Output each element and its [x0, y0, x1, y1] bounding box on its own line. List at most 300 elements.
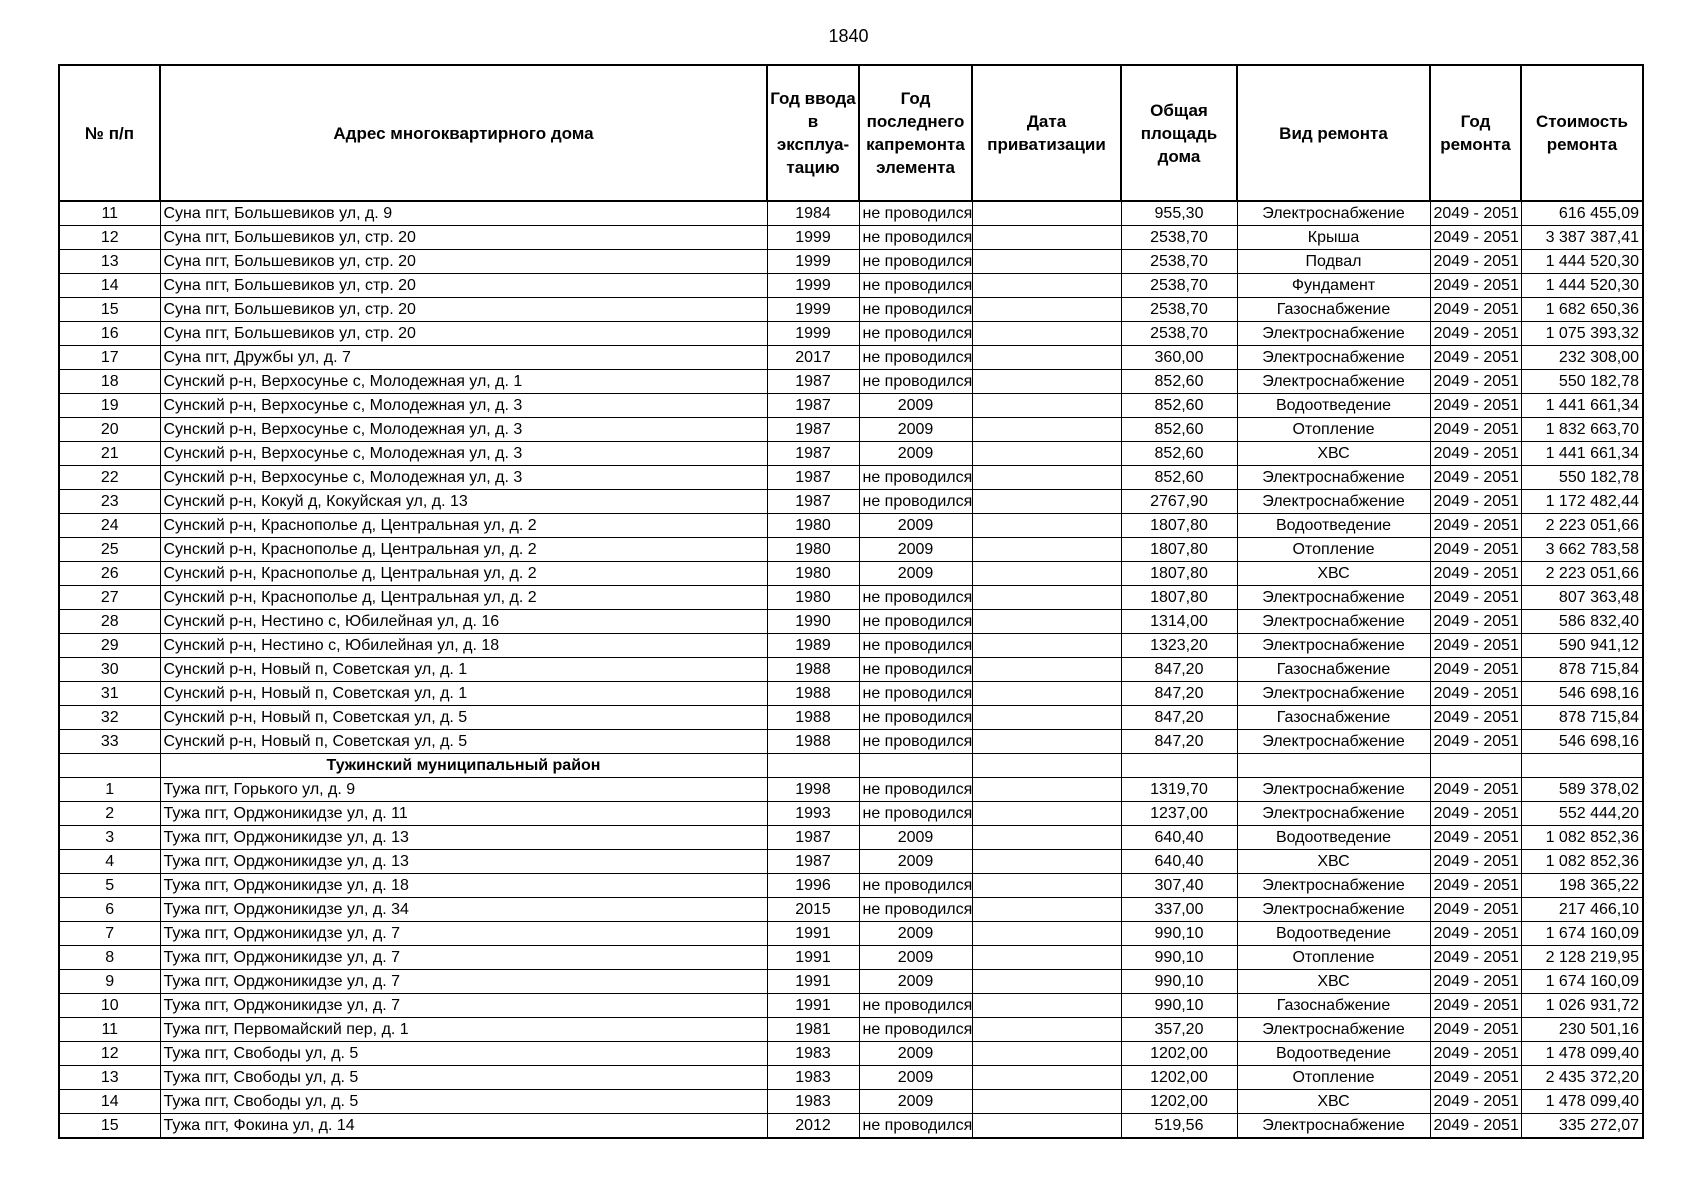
cell-privatization — [972, 706, 1121, 730]
cell-repair-type: Водоотведение — [1237, 1042, 1430, 1066]
cell-year-built: 1991 — [767, 946, 859, 970]
cell-privatization — [972, 442, 1121, 466]
cell-last-repair: не проводился — [859, 898, 972, 922]
cell-repair-year: 2049 - 2051 — [1430, 1066, 1521, 1090]
cell-area: 1202,00 — [1121, 1042, 1237, 1066]
cell-privatization — [972, 994, 1121, 1018]
cell-number: 12 — [59, 226, 160, 250]
cell-cost: 230 501,16 — [1521, 1018, 1643, 1042]
table-row — [59, 706, 1643, 730]
cell-address: Сунский р-н, Верхосунье с, Молодежная ул, д. 3 — [160, 394, 767, 418]
cell-address: Тужа пгт, Орджоникидзе ул, д. 13 — [160, 826, 767, 850]
cell-area: 2538,70 — [1121, 298, 1237, 322]
cell-number: 26 — [59, 562, 160, 586]
cell-repair-type: Электроснабжение — [1237, 201, 1430, 226]
cell-repair-year: 2049 - 2051 — [1430, 778, 1521, 802]
cell-repair-year: 2049 - 2051 — [1430, 562, 1521, 586]
cell-repair-type: ХВС — [1237, 442, 1430, 466]
cell-number: 33 — [59, 730, 160, 754]
cell-number: 2 — [59, 802, 160, 826]
cell-repair-year: 2049 - 2051 — [1430, 394, 1521, 418]
table-row — [59, 658, 1643, 682]
cell-number — [59, 754, 160, 778]
cell-repair-type: ХВС — [1237, 970, 1430, 994]
cell-year-built: 1983 — [767, 1090, 859, 1114]
cell-repair-type: Фундамент — [1237, 274, 1430, 298]
cell-repair-type: Водоотведение — [1237, 826, 1430, 850]
cell-repair-type: Подвал — [1237, 250, 1430, 274]
table-row — [59, 826, 1643, 850]
cell-number: 4 — [59, 850, 160, 874]
cell-area: 1807,80 — [1121, 538, 1237, 562]
cell-number: 6 — [59, 898, 160, 922]
cell-last-repair: 2009 — [859, 394, 972, 418]
cell-year-built: 1987 — [767, 850, 859, 874]
cell-last-repair: не проводился — [859, 610, 972, 634]
cell-repair-year: 2049 - 2051 — [1430, 226, 1521, 250]
cell-address: Тужа пгт, Орджоникидзе ул, д. 7 — [160, 994, 767, 1018]
cell-year-built: 1987 — [767, 370, 859, 394]
cell-address: Сунский р-н, Верхосунье с, Молодежная ул, д. 3 — [160, 466, 767, 490]
cell-year-built: 1999 — [767, 226, 859, 250]
cell-privatization — [972, 538, 1121, 562]
repair-register-table — [58, 64, 1644, 1139]
cell-cost: 1 441 661,34 — [1521, 442, 1643, 466]
cell-address: Сунский р-н, Краснополье д, Центральная ул, д. 2 — [160, 514, 767, 538]
cell-repair-year: 2049 - 2051 — [1430, 586, 1521, 610]
cell-number: 10 — [59, 994, 160, 1018]
cell-last-repair: 2009 — [859, 850, 972, 874]
table-row — [59, 610, 1643, 634]
cell-repair-type: Электроснабжение — [1237, 898, 1430, 922]
cell-number: 17 — [59, 346, 160, 370]
cell-last-repair: не проводился — [859, 250, 972, 274]
cell-cost: 1 082 852,36 — [1521, 850, 1643, 874]
cell-repair-year: 2049 - 2051 — [1430, 466, 1521, 490]
cell-last-repair: 2009 — [859, 970, 972, 994]
cell-repair-type: Отопление — [1237, 1066, 1430, 1090]
table-row — [59, 850, 1643, 874]
cell-cost: 590 941,12 — [1521, 634, 1643, 658]
cell-address: Тужа пгт, Фокина ул, д. 14 — [160, 1114, 767, 1139]
cell-address: Тужа пгт, Орджоникидзе ул, д. 13 — [160, 850, 767, 874]
cell-last-repair: не проводился — [859, 778, 972, 802]
cell-last-repair: 2009 — [859, 946, 972, 970]
cell-address: Тужа пгт, Орджоникидзе ул, д. 7 — [160, 970, 767, 994]
cell-repair-year: 2049 - 2051 — [1430, 322, 1521, 346]
cell-repair-year: 2049 - 2051 — [1430, 898, 1521, 922]
cell-cost: 2 435 372,20 — [1521, 1066, 1643, 1090]
table-row — [59, 1018, 1643, 1042]
cell-address: Тужа пгт, Орджоникидзе ул, д. 18 — [160, 874, 767, 898]
cell-cost: 616 455,09 — [1521, 201, 1643, 226]
cell-repair-type: Электроснабжение — [1237, 370, 1430, 394]
cell-number: 16 — [59, 322, 160, 346]
cell-area: 2538,70 — [1121, 274, 1237, 298]
cell-area: 1237,00 — [1121, 802, 1237, 826]
cell-privatization — [972, 682, 1121, 706]
cell-number: 18 — [59, 370, 160, 394]
cell-address: Тужа пгт, Орджоникидзе ул, д. 7 — [160, 922, 767, 946]
table-row — [59, 226, 1643, 250]
cell-repair-year: 2049 - 2051 — [1430, 1114, 1521, 1139]
cell-area: 519,56 — [1121, 1114, 1237, 1139]
cell-last-repair: 2009 — [859, 826, 972, 850]
cell-area: 990,10 — [1121, 946, 1237, 970]
table-row — [59, 682, 1643, 706]
cell-number: 9 — [59, 970, 160, 994]
cell-address: Сунский р-н, Краснополье д, Центральная ул, д. 2 — [160, 538, 767, 562]
cell-repair-year: 2049 - 2051 — [1430, 802, 1521, 826]
table-row — [59, 466, 1643, 490]
cell-area: 640,40 — [1121, 850, 1237, 874]
cell-cost: 552 444,20 — [1521, 802, 1643, 826]
table-row — [59, 394, 1643, 418]
cell-repair-year: 2049 - 2051 — [1430, 1090, 1521, 1114]
cell-privatization — [972, 874, 1121, 898]
cell-repair-year: 2049 - 2051 — [1430, 610, 1521, 634]
table-row — [59, 274, 1643, 298]
cell-privatization — [972, 370, 1121, 394]
cell-repair-year: 2049 - 2051 — [1430, 418, 1521, 442]
cell-privatization — [972, 1018, 1121, 1042]
cell-number: 32 — [59, 706, 160, 730]
cell-last-repair: не проводился — [859, 370, 972, 394]
table-row — [59, 514, 1643, 538]
cell-number: 13 — [59, 250, 160, 274]
cell-last-repair: не проводился — [859, 802, 972, 826]
cell-cost: 2 223 051,66 — [1521, 562, 1643, 586]
cell-cost: 1 026 931,72 — [1521, 994, 1643, 1018]
table-row — [59, 201, 1643, 226]
cell-address: Суна пгт, Большевиков ул, стр. 20 — [160, 274, 767, 298]
cell-address: Суна пгт, Большевиков ул, стр. 20 — [160, 226, 767, 250]
cell-number: 29 — [59, 634, 160, 658]
cell-area: 337,00 — [1121, 898, 1237, 922]
cell-number: 24 — [59, 514, 160, 538]
cell-area: 847,20 — [1121, 682, 1237, 706]
cell-address: Сунский р-н, Верхосунье с, Молодежная ул, д. 3 — [160, 418, 767, 442]
table-row — [59, 346, 1643, 370]
cell-privatization — [972, 394, 1121, 418]
cell-privatization — [972, 898, 1121, 922]
cell-cost: 807 363,48 — [1521, 586, 1643, 610]
cell-year-built: 1998 — [767, 778, 859, 802]
cell-repair-type: Газоснабжение — [1237, 298, 1430, 322]
cell-last-repair — [859, 754, 972, 778]
cell-area: 360,00 — [1121, 346, 1237, 370]
cell-repair-type: Электроснабжение — [1237, 466, 1430, 490]
cell-area: 2538,70 — [1121, 322, 1237, 346]
cell-privatization — [972, 778, 1121, 802]
cell-cost: 1 172 482,44 — [1521, 490, 1643, 514]
cell-repair-year: 2049 - 2051 — [1430, 1042, 1521, 1066]
cell-number: 1 — [59, 778, 160, 802]
cell-privatization — [972, 274, 1121, 298]
cell-cost: 2 223 051,66 — [1521, 514, 1643, 538]
cell-year-built: 1980 — [767, 514, 859, 538]
cell-last-repair: не проводился — [859, 658, 972, 682]
table-row — [59, 1090, 1643, 1114]
cell-area: 2538,70 — [1121, 250, 1237, 274]
cell-address: Тужа пгт, Свободы ул, д. 5 — [160, 1066, 767, 1090]
cell-year-built: 2015 — [767, 898, 859, 922]
table-row — [59, 370, 1643, 394]
cell-privatization — [972, 826, 1121, 850]
cell-year-built: 1987 — [767, 418, 859, 442]
cell-number: 11 — [59, 1018, 160, 1042]
cell-address: Сунский р-н, Верхосунье с, Молодежная ул, д. 1 — [160, 370, 767, 394]
cell-last-repair: 2009 — [859, 442, 972, 466]
cell-last-repair: не проводился — [859, 466, 972, 490]
cell-privatization — [972, 946, 1121, 970]
cell-address: Сунский р-н, Нестино с, Юбилейная ул, д. 18 — [160, 634, 767, 658]
col-header-area: Общая площадь дома — [1121, 65, 1237, 201]
cell-area: 852,60 — [1121, 394, 1237, 418]
table-row — [59, 1066, 1643, 1090]
cell-cost: 550 182,78 — [1521, 466, 1643, 490]
cell-repair-year: 2049 - 2051 — [1430, 538, 1521, 562]
cell-cost: 3 387 387,41 — [1521, 226, 1643, 250]
cell-number: 27 — [59, 586, 160, 610]
cell-number: 5 — [59, 874, 160, 898]
cell-repair-type: Электроснабжение — [1237, 682, 1430, 706]
cell-repair-year: 2049 - 2051 — [1430, 346, 1521, 370]
cell-repair-year: 2049 - 2051 — [1430, 706, 1521, 730]
cell-repair-year: 2049 - 2051 — [1430, 658, 1521, 682]
cell-cost: 2 128 219,95 — [1521, 946, 1643, 970]
cell-repair-type: ХВС — [1237, 1090, 1430, 1114]
table-row — [59, 586, 1643, 610]
cell-repair-type: Электроснабжение — [1237, 1018, 1430, 1042]
cell-area: 307,40 — [1121, 874, 1237, 898]
cell-privatization — [972, 201, 1121, 226]
cell-address: Тужа пгт, Орджоникидзе ул, д. 34 — [160, 898, 767, 922]
cell-cost — [1521, 754, 1643, 778]
cell-year-built: 1980 — [767, 562, 859, 586]
cell-address: Суна пгт, Большевиков ул, стр. 20 — [160, 298, 767, 322]
cell-last-repair: не проводился — [859, 1018, 972, 1042]
table-row — [59, 994, 1643, 1018]
cell-cost: 217 466,10 — [1521, 898, 1643, 922]
cell-privatization — [972, 1114, 1121, 1139]
cell-number: 28 — [59, 610, 160, 634]
cell-privatization — [972, 1042, 1121, 1066]
cell-repair-type: Водоотведение — [1237, 514, 1430, 538]
cell-address: Суна пгт, Большевиков ул, стр. 20 — [160, 322, 767, 346]
cell-year-built: 1987 — [767, 466, 859, 490]
cell-year-built: 1987 — [767, 490, 859, 514]
col-header-repair-type: Вид ремонта — [1237, 65, 1430, 201]
col-header-year-built: Год ввода в эксплуа-тацию — [767, 65, 859, 201]
cell-year-built: 1983 — [767, 1066, 859, 1090]
table-row — [59, 322, 1643, 346]
cell-area: 1202,00 — [1121, 1090, 1237, 1114]
cell-cost: 232 308,00 — [1521, 346, 1643, 370]
table-row — [59, 538, 1643, 562]
cell-repair-type: Электроснабжение — [1237, 874, 1430, 898]
cell-year-built: 1991 — [767, 970, 859, 994]
cell-cost: 1 444 520,30 — [1521, 274, 1643, 298]
cell-repair-type: Водоотведение — [1237, 394, 1430, 418]
cell-repair-type: Газоснабжение — [1237, 658, 1430, 682]
cell-cost: 878 715,84 — [1521, 658, 1643, 682]
cell-number: 11 — [59, 201, 160, 226]
cell-year-built: 1989 — [767, 634, 859, 658]
cell-area: 847,20 — [1121, 730, 1237, 754]
cell-number: 8 — [59, 946, 160, 970]
cell-number: 25 — [59, 538, 160, 562]
cell-address: Сунский р-н, Кокуй д, Кокуйская ул, д. 13 — [160, 490, 767, 514]
cell-repair-type: Электроснабжение — [1237, 634, 1430, 658]
cell-number: 31 — [59, 682, 160, 706]
cell-last-repair: 2009 — [859, 1090, 972, 1114]
cell-area: 1319,70 — [1121, 778, 1237, 802]
cell-privatization — [972, 346, 1121, 370]
cell-repair-type: Газоснабжение — [1237, 994, 1430, 1018]
cell-address: Сунский р-н, Новый п, Советская ул, д. 1 — [160, 658, 767, 682]
cell-address: Сунский р-н, Краснополье д, Центральная ул, д. 2 — [160, 562, 767, 586]
cell-repair-year: 2049 - 2051 — [1430, 970, 1521, 994]
cell-cost: 1 441 661,34 — [1521, 394, 1643, 418]
cell-repair-type: ХВС — [1237, 850, 1430, 874]
table-row — [59, 634, 1643, 658]
cell-privatization — [972, 466, 1121, 490]
cell-year-built: 1987 — [767, 826, 859, 850]
cell-year-built: 2017 — [767, 346, 859, 370]
cell-last-repair: не проводился — [859, 682, 972, 706]
cell-repair-type: Отопление — [1237, 538, 1430, 562]
cell-privatization — [972, 730, 1121, 754]
cell-repair-type: ХВС — [1237, 562, 1430, 586]
cell-repair-year: 2049 - 2051 — [1430, 826, 1521, 850]
cell-repair-year: 2049 - 2051 — [1430, 874, 1521, 898]
cell-cost: 1 082 852,36 — [1521, 826, 1643, 850]
cell-repair-year: 2049 - 2051 — [1430, 442, 1521, 466]
cell-cost: 335 272,07 — [1521, 1114, 1643, 1139]
cell-repair-type: Крыша — [1237, 226, 1430, 250]
cell-area: 852,60 — [1121, 466, 1237, 490]
cell-privatization — [972, 586, 1121, 610]
cell-last-repair: не проводился — [859, 634, 972, 658]
cell-area: 2767,90 — [1121, 490, 1237, 514]
cell-cost: 1 674 160,09 — [1521, 970, 1643, 994]
cell-last-repair: не проводился — [859, 226, 972, 250]
cell-repair-year: 2049 - 2051 — [1430, 274, 1521, 298]
cell-repair-year: 2049 - 2051 — [1430, 490, 1521, 514]
cell-privatization — [972, 970, 1121, 994]
cell-cost: 3 662 783,58 — [1521, 538, 1643, 562]
cell-address: Тужа пгт, Первомайский пер, д. 1 — [160, 1018, 767, 1042]
cell-repair-type: Электроснабжение — [1237, 802, 1430, 826]
section-title: Тужинский муниципальный район — [160, 754, 767, 778]
cell-privatization — [972, 418, 1121, 442]
table-row — [59, 490, 1643, 514]
cell-year-built: 1999 — [767, 250, 859, 274]
cell-area: 852,60 — [1121, 370, 1237, 394]
cell-last-repair: 2009 — [859, 1066, 972, 1090]
cell-year-built: 1990 — [767, 610, 859, 634]
cell-area: 990,10 — [1121, 922, 1237, 946]
cell-year-built: 1987 — [767, 442, 859, 466]
cell-area: 1202,00 — [1121, 1066, 1237, 1090]
col-header-last-repair: Год последнего капремонта элемента — [859, 65, 972, 201]
cell-area: 1807,80 — [1121, 514, 1237, 538]
cell-address: Суна пгт, Дружбы ул, д. 7 — [160, 346, 767, 370]
table-row — [59, 442, 1643, 466]
cell-address: Тужа пгт, Свободы ул, д. 5 — [160, 1042, 767, 1066]
cell-privatization — [972, 298, 1121, 322]
cell-area: 357,20 — [1121, 1018, 1237, 1042]
cell-address: Сунский р-н, Новый п, Советская ул, д. 5 — [160, 730, 767, 754]
table-row — [59, 778, 1643, 802]
cell-year-built: 1999 — [767, 274, 859, 298]
col-header-privatization: Дата приватизации — [972, 65, 1121, 201]
cell-privatization — [972, 802, 1121, 826]
cell-number: 7 — [59, 922, 160, 946]
cell-last-repair: не проводился — [859, 994, 972, 1018]
cell-privatization — [972, 922, 1121, 946]
col-header-cost: Стоимость ремонта — [1521, 65, 1643, 201]
cell-repair-year: 2049 - 2051 — [1430, 634, 1521, 658]
cell-repair-year: 2049 - 2051 — [1430, 514, 1521, 538]
cell-privatization — [972, 754, 1121, 778]
cell-repair-year — [1430, 754, 1521, 778]
cell-address: Тужа пгт, Орджоникидзе ул, д. 11 — [160, 802, 767, 826]
cell-cost: 1 682 650,36 — [1521, 298, 1643, 322]
col-header-address: Адрес многоквартирного дома — [160, 65, 767, 201]
cell-area: 1807,80 — [1121, 562, 1237, 586]
cell-repair-type: Электроснабжение — [1237, 1114, 1430, 1139]
cell-repair-year: 2049 - 2051 — [1430, 850, 1521, 874]
cell-year-built: 1984 — [767, 201, 859, 226]
cell-cost: 1 075 393,32 — [1521, 322, 1643, 346]
cell-cost: 546 698,16 — [1521, 682, 1643, 706]
cell-cost: 1 444 520,30 — [1521, 250, 1643, 274]
cell-privatization — [972, 1066, 1121, 1090]
cell-area: 2538,70 — [1121, 226, 1237, 250]
cell-area: 990,10 — [1121, 970, 1237, 994]
cell-year-built: 1988 — [767, 682, 859, 706]
cell-repair-type: Отопление — [1237, 946, 1430, 970]
cell-last-repair: 2009 — [859, 418, 972, 442]
cell-last-repair: 2009 — [859, 1042, 972, 1066]
cell-cost: 546 698,16 — [1521, 730, 1643, 754]
cell-cost: 1 674 160,09 — [1521, 922, 1643, 946]
cell-address: Сунский р-н, Новый п, Советская ул, д. 5 — [160, 706, 767, 730]
cell-year-built: 1991 — [767, 994, 859, 1018]
cell-repair-type: Электроснабжение — [1237, 346, 1430, 370]
cell-address: Сунский р-н, Краснополье д, Центральная ул, д. 2 — [160, 586, 767, 610]
cell-area: 990,10 — [1121, 994, 1237, 1018]
cell-year-built: 1991 — [767, 922, 859, 946]
cell-number: 30 — [59, 658, 160, 682]
cell-area: 955,30 — [1121, 201, 1237, 226]
table-row — [59, 250, 1643, 274]
cell-last-repair: не проводился — [859, 730, 972, 754]
cell-last-repair: 2009 — [859, 922, 972, 946]
cell-number: 13 — [59, 1066, 160, 1090]
page-number: 1840 — [828, 26, 869, 46]
cell-last-repair: не проводился — [859, 1114, 972, 1139]
col-header-repair-year: Год ремонта — [1430, 65, 1521, 201]
cell-area: 640,40 — [1121, 826, 1237, 850]
cell-number: 21 — [59, 442, 160, 466]
header-row — [59, 65, 1643, 201]
cell-cost: 586 832,40 — [1521, 610, 1643, 634]
cell-area: 847,20 — [1121, 658, 1237, 682]
cell-year-built: 1988 — [767, 706, 859, 730]
